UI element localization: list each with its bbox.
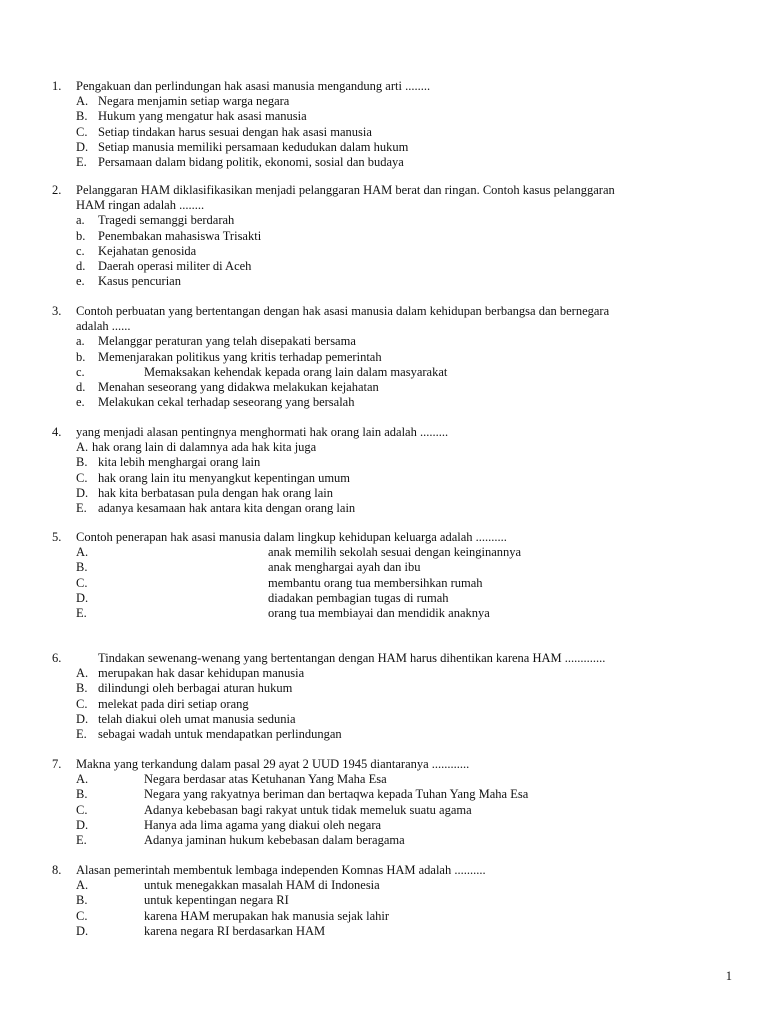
- option-letter: c.: [76, 364, 85, 379]
- option-text: diadakan pembagian tugas di rumah: [268, 590, 449, 605]
- question-number: 6.: [52, 651, 62, 665]
- option: [76, 486, 732, 501]
- option-letter: D.: [76, 711, 89, 726]
- option: [76, 606, 732, 621]
- question-text: Contoh penerapan hak asasi manusia dalam lingkup kehidupan keluarga adalah ..........: [76, 530, 507, 544]
- option-letter: E.: [76, 501, 87, 516]
- question-number: 8.: [52, 863, 62, 877]
- option-letter: C.: [76, 908, 88, 923]
- option: [76, 109, 732, 124]
- question-text: Pengakuan dan perlindungan hak asasi manusia mengandung arti ........: [76, 79, 431, 93]
- option: [76, 259, 732, 274]
- option-letter: A.: [76, 772, 89, 787]
- option: [76, 334, 732, 349]
- option: [76, 712, 732, 727]
- question-number: 7.: [52, 757, 62, 771]
- option: [76, 576, 732, 591]
- option: [76, 155, 732, 170]
- question-4: [52, 425, 732, 516]
- option-text: merupakan hak dasar kehidupan manusia: [98, 666, 305, 681]
- option-text: Persamaan dalam bidang politik, ekonomi, sosial dan budaya: [98, 155, 404, 170]
- option-letter: D.: [76, 590, 89, 605]
- option-letter: c.: [76, 243, 85, 258]
- option: [76, 878, 732, 893]
- option-letter: B.: [76, 893, 88, 908]
- option-text: untuk menegakkan masalah HAM di Indonesia: [144, 878, 380, 893]
- option: [76, 471, 732, 486]
- option: [76, 244, 732, 259]
- option: [76, 591, 732, 606]
- option: [76, 94, 732, 109]
- option-letter: e.: [76, 395, 85, 410]
- option: [76, 681, 732, 696]
- option-letter: A.: [76, 440, 89, 455]
- option-text: karena HAM merupakan hak manusia sejak lahir: [144, 908, 390, 923]
- option: [76, 501, 732, 516]
- option-letter: C.: [76, 696, 88, 711]
- option-text: hak orang lain itu menyangkut kepentingan umum: [98, 470, 351, 485]
- option-letter: D.: [76, 139, 89, 154]
- option-text: hak orang lain di dalamnya ada hak kita juga: [92, 440, 317, 455]
- option-text: anak menghargai ayah dan ibu: [268, 560, 421, 575]
- option-letter: A.: [76, 878, 89, 893]
- option: [76, 924, 732, 939]
- option: [76, 772, 732, 787]
- option: [76, 833, 732, 848]
- option-letter: b.: [76, 228, 86, 243]
- option: [76, 140, 732, 155]
- option-letter: C.: [76, 470, 88, 485]
- option-text: sebagai wadah untuk mendapatkan perlindungan: [98, 727, 342, 742]
- question-number: 1.: [52, 79, 62, 93]
- question-6: [52, 651, 732, 742]
- option-letter: C.: [76, 575, 88, 590]
- question-3: [52, 304, 732, 410]
- option-text: Negara yang rakyatnya beriman dan bertaqwa kepada Tuhan Yang Maha Esa: [144, 787, 529, 802]
- question-text: Pelanggaran HAM diklasifikasikan menjadi pelanggaran HAM berat dan ringan. Contoh kasus pelanggaran: [76, 183, 615, 197]
- option: [76, 545, 732, 560]
- option-letter: d.: [76, 380, 86, 395]
- option-text: Memaksakan kehendak kepada orang lain dalam masyarakat: [144, 364, 448, 379]
- page-number: 1: [725, 969, 732, 983]
- option-text: Menahan seseorang yang didakwa melakukan kejahatan: [98, 380, 379, 395]
- option: [76, 893, 732, 908]
- option-letter: a.: [76, 213, 85, 228]
- option: [76, 440, 732, 455]
- option: [76, 727, 732, 742]
- option-letter: A.: [76, 666, 89, 681]
- option-text: Adanya kebebasan bagi rakyat untuk tidak memeluk suatu agama: [144, 802, 472, 817]
- option: [76, 666, 732, 681]
- question-text: Contoh perbuatan yang bertentangan dengan hak asasi manusia dalam kehidupan berbangsa dan bernegara: [76, 304, 610, 318]
- option-text: Setiap manusia memiliki persamaan kedudukan dalam hukum: [98, 139, 409, 154]
- option: [76, 274, 732, 289]
- option-letter: B.: [76, 787, 88, 802]
- option-text: adanya kesamaan hak antara kita dengan orang lain: [98, 501, 356, 516]
- option-text: Melakukan cekal terhadap seseorang yang bersalah: [98, 395, 355, 410]
- question-number: 3.: [52, 304, 62, 318]
- option-letter: B.: [76, 681, 88, 696]
- option-text: Kasus pencurian: [98, 274, 181, 289]
- option-text: orang tua membiayai dan mendidik anaknya: [268, 606, 490, 621]
- option-letter: b.: [76, 349, 86, 364]
- question-number: 5.: [52, 530, 62, 544]
- question-text: Alasan pemerintah membentuk lembaga independen Komnas HAM adalah ..........: [76, 863, 486, 877]
- option-letter: B.: [76, 560, 88, 575]
- option-letter: A.: [76, 94, 89, 109]
- option: [76, 365, 732, 380]
- question-text: yang menjadi alasan pentingnya menghormati hak orang lain adalah .........: [76, 425, 449, 439]
- option-letter: A.: [76, 545, 89, 560]
- option-text: membantu orang tua membersihkan rumah: [268, 575, 483, 590]
- option: [76, 229, 732, 244]
- option-text: kita lebih menghargai orang lain: [98, 455, 261, 470]
- option-letter: D.: [76, 923, 89, 938]
- option-text: Hukum yang mengatur hak asasi manusia: [98, 109, 307, 124]
- option-text: Melanggar peraturan yang telah disepakati bersama: [98, 334, 356, 349]
- option-letter: C.: [76, 124, 88, 139]
- option: [76, 125, 732, 140]
- option: [76, 395, 732, 410]
- question-7: [52, 757, 732, 848]
- option-text: telah diakui oleh umat manusia sedunia: [98, 711, 296, 726]
- option: [76, 350, 732, 365]
- option-text: untuk kepentingan negara RI: [144, 893, 289, 908]
- option-letter: e.: [76, 274, 85, 289]
- option: [76, 560, 732, 575]
- option-text: karena negara RI berdasarkan HAM: [144, 923, 326, 938]
- option-letter: E.: [76, 606, 87, 621]
- question-5: [52, 530, 732, 621]
- question-text-continued: adalah ......: [76, 319, 131, 334]
- option-letter: C.: [76, 802, 88, 817]
- option-text: Adanya jaminan hukum kebebasan dalam beragama: [144, 833, 405, 848]
- option: [76, 213, 732, 228]
- question-8: [52, 863, 732, 939]
- option-letter: E.: [76, 727, 87, 742]
- option-letter: d.: [76, 259, 86, 274]
- question-text: Tindakan sewenang-wenang yang bertentangan dengan HAM harus dihentikan karena HAM .............: [98, 651, 606, 665]
- question-number: 2.: [52, 183, 62, 197]
- option-text: dilindungi oleh berbagai aturan hukum: [98, 681, 293, 696]
- option-text: Memenjarakan politikus yang kritis terhadap pemerintah: [98, 349, 382, 364]
- option-letter: D.: [76, 485, 89, 500]
- option: [76, 787, 732, 802]
- option-text: Hanya ada lima agama yang diakui oleh negara: [144, 817, 382, 832]
- option: [76, 697, 732, 712]
- option: [76, 818, 732, 833]
- option: [76, 455, 732, 470]
- option: [76, 909, 732, 924]
- option-letter: B.: [76, 455, 88, 470]
- question-text: Makna yang terkandung dalam pasal 29 ayat 2 UUD 1945 diantaranya ............: [76, 757, 470, 771]
- question-1: [52, 79, 732, 170]
- question-text-continued: HAM ringan adalah ........: [76, 198, 205, 213]
- option: [76, 803, 732, 818]
- option-letter: D.: [76, 817, 89, 832]
- option-text: Daerah operasi militer di Aceh: [98, 259, 252, 274]
- option-letter: E.: [76, 833, 87, 848]
- question-2: [52, 183, 732, 289]
- option-text: Setiap tindakan harus sesuai dengan hak asasi manusia: [98, 124, 372, 139]
- option-text: melekat pada diri setiap orang: [98, 696, 249, 711]
- option-text: Penembakan mahasiswa Trisakti: [98, 228, 262, 243]
- option-text: anak memilih sekolah sesuai dengan keinginannya: [268, 545, 522, 560]
- question-number: 4.: [52, 425, 62, 439]
- option-text: Negara menjamin setiap warga negara: [98, 94, 290, 109]
- option-text: Negara berdasar atas Ketuhanan Yang Maha Esa: [144, 772, 387, 787]
- option-letter: a.: [76, 334, 85, 349]
- option-text: hak kita berbatasan pula dengan hak orang lain: [98, 485, 333, 500]
- option-text: Kejahatan genosida: [98, 243, 197, 258]
- option-letter: E.: [76, 155, 87, 170]
- option-text: Tragedi semanggi berdarah: [98, 213, 235, 228]
- option-letter: B.: [76, 109, 88, 124]
- option: [76, 380, 732, 395]
